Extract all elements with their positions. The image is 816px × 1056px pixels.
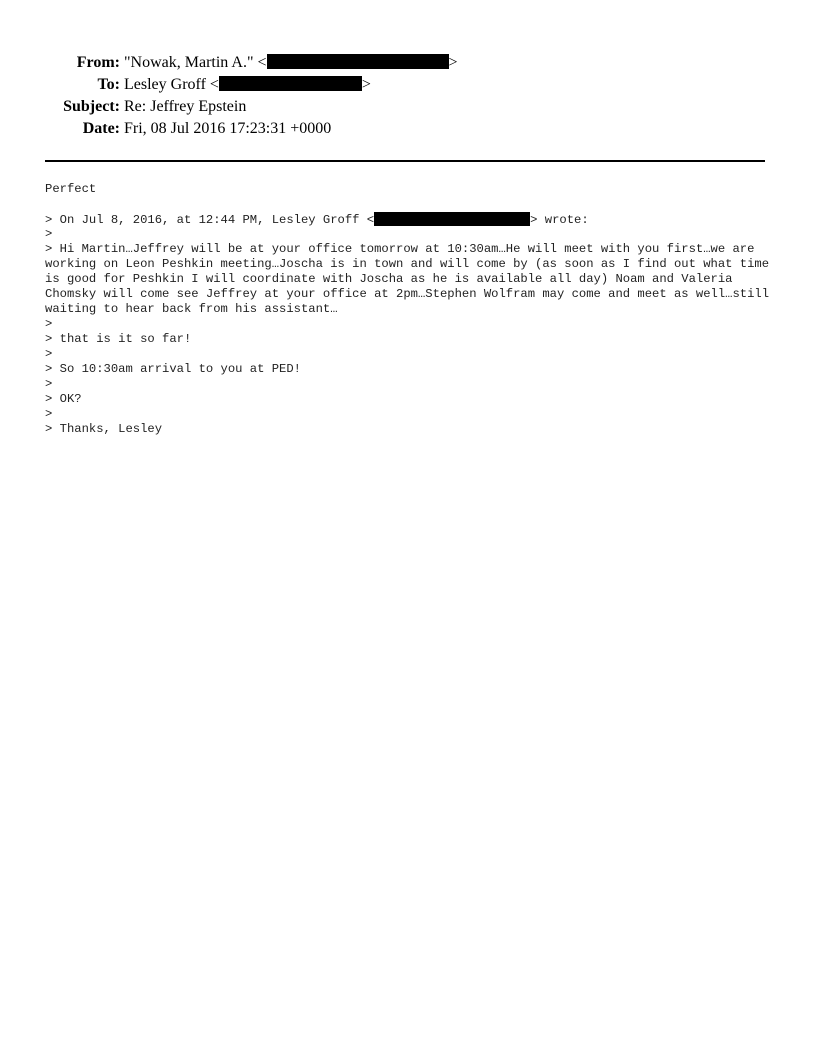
from-close: > — [448, 54, 458, 71]
blank-line — [45, 197, 785, 212]
redacted-email-block — [219, 76, 362, 91]
quote-intro-line — [45, 212, 785, 227]
quote-paragraph: > Hi Martin…Jeffrey will be at your office tomorrow at 10:30am…He will meet with you first…we are working on Leon Peshkin meeting…Joscha is in town and will come by (as soon as I find out what time is good for Peshkin I will coordinate with Joscha as he is available all day) Noam and Valeria Chomsky will come see Jeffrey at your office at 2pm…Stephen Wolfram may come and meet as well…still waiting to hear back from his assistant… — [45, 242, 770, 316]
date-value: Fri, 08 Jul 2016 17:23:31 +0000 — [124, 120, 332, 137]
quote-intro-after: > wrote: — [530, 213, 589, 227]
to-label: To: — [97, 76, 120, 93]
from-label: From: — [76, 54, 120, 71]
to-name: Lesley Groff < — [124, 76, 219, 93]
quote-blank-line: > — [45, 407, 53, 421]
to-close: > — [361, 76, 371, 93]
from-value — [124, 52, 458, 74]
quote-intro-before: > On Jul 8, 2016, at 12:44 PM, Lesley Groff < — [45, 213, 375, 227]
date-label: Date: — [82, 120, 120, 137]
from-name: "Nowak, Martin A." < — [124, 54, 267, 71]
header-divider — [45, 160, 765, 162]
quote-line: > that is it so far! — [45, 332, 192, 346]
subject-label: Subject: — [63, 98, 120, 115]
quote-signoff: > Thanks, Lesley — [45, 422, 163, 436]
email-body — [45, 182, 785, 437]
redacted-email-block — [374, 212, 530, 226]
quote-blank-line: > — [45, 317, 53, 331]
greeting-line: Perfect — [45, 182, 97, 196]
quote-blank-line: > — [45, 377, 53, 391]
subject-value: Re: Jeffrey Epstein — [124, 98, 247, 115]
quote-blank-line: > — [45, 347, 53, 361]
to-value — [124, 74, 371, 96]
quote-blank-line: > — [45, 227, 53, 241]
quote-line: > OK? — [45, 392, 82, 406]
quote-line: > So 10:30am arrival to you at PED! — [45, 362, 301, 376]
redacted-email-block — [267, 54, 449, 69]
